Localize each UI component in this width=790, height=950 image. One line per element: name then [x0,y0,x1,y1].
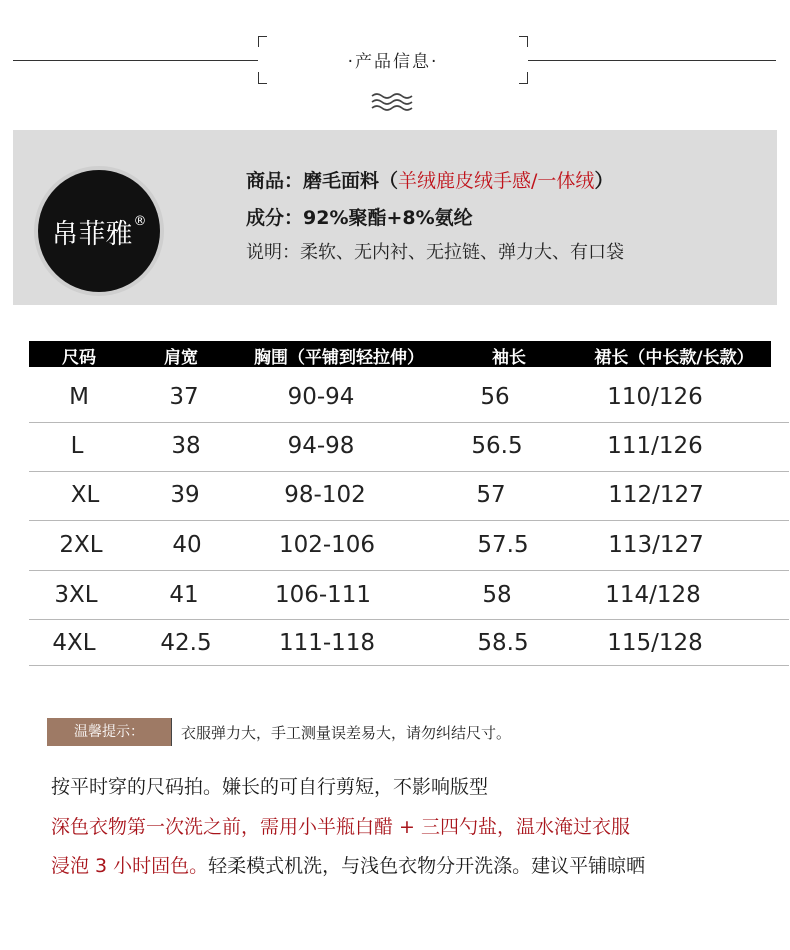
cell-length: 113/127 [608,532,704,558]
brand-logo [38,170,160,292]
row-divider [29,619,789,620]
cell-length: 114/128 [605,582,701,608]
row-divider [29,471,789,472]
cell-length: 110/126 [607,384,703,410]
cell-size: 2XL [59,532,103,558]
tip-divider [171,718,172,746]
cell-size: 3XL [54,582,98,608]
cell-sleeve: 56 [480,384,510,410]
table-row [29,482,789,531]
size-table-header [29,341,771,367]
cell-chest: 102-106 [278,532,376,558]
cell-shoulder: 41 [169,582,199,608]
cell-shoulder: 38 [171,433,201,459]
composition-label: 成分： [246,207,304,229]
tip-text: 衣服弹力大，手工测量误差易大，请勿纠结尺寸。 [181,724,512,742]
cell-sleeve: 57 [476,482,506,508]
header-length: 裙长（中长款/长款） [594,348,754,368]
cell-chest: 106-111 [274,582,372,608]
cell-shoulder: 42.5 [160,630,212,656]
cell-size: XL [70,482,100,508]
brand-logo-text: 帛菲雅 [51,218,133,250]
row-divider [29,422,789,423]
fabric-text: 磨毛面料（ [303,170,399,192]
wave-decoration-icon [370,92,416,112]
fabric-close: ） [594,170,614,192]
description-text: 柔软、无内衬、无拉链、弹力大、有口袋 [300,242,624,263]
fabric-highlight: 羊绒鹿皮绒手感/一体绒 [398,170,595,192]
table-row [29,630,789,679]
cell-size: L [70,433,84,459]
note-wash-instructions [51,851,645,878]
cell-size: M [69,384,89,410]
tip-badge: 温馨提示： [47,718,171,746]
table-row [29,433,789,482]
cell-chest: 94-98 [287,433,355,459]
cell-shoulder: 40 [172,532,202,558]
table-row [29,582,789,631]
cell-shoulder: 39 [170,482,200,508]
header-line-right [526,60,776,61]
section-title: ·产品信息· [258,47,528,72]
cell-sleeve: 56.5 [471,433,523,459]
cell-length: 115/128 [607,630,703,656]
cell-chest: 98-102 [284,482,366,508]
row-divider [29,520,789,521]
cell-chest: 90-94 [287,384,355,410]
header-sleeve: 袖长 [492,348,526,368]
registered-mark: ® [133,213,147,229]
note-fix-color: 浸泡 3 小时固色。 [51,855,209,877]
cell-shoulder: 37 [169,384,199,410]
row-divider [29,665,789,666]
fabric-line [246,166,613,193]
cell-sleeve: 57.5 [477,532,529,558]
cell-chest: 111-118 [278,630,376,656]
header-chest: 胸围（平铺到轻拉伸） [254,348,424,368]
table-row [29,384,789,433]
description-line [246,238,624,264]
header-size: 尺码 [62,348,96,368]
header-line-left [13,60,258,61]
fabric-label: 商品： [246,170,304,192]
cell-sleeve: 58 [482,582,512,608]
table-row [29,532,789,581]
note-size-advice: 按平时穿的尺码拍。嫌长的可自行剪短，不影响版型 [51,776,489,798]
note-wash-method: 轻柔模式机洗，与浅色衣物分开洗涤。建议平铺晾晒 [208,855,646,877]
description-label: 说明： [246,242,300,263]
header-shoulder: 肩宽 [164,348,198,368]
row-divider [29,570,789,571]
composition-line [246,203,473,230]
cell-length: 111/126 [607,433,703,459]
composition-text: 92%聚酯+8%氨纶 [303,207,473,229]
note-wash-warning: 深色衣物第一次洗之前，需用小半瓶白醋 + 三四勺盐，温水淹过衣服 [51,816,631,838]
cell-size: 4XL [52,630,96,656]
cell-length: 112/127 [608,482,704,508]
cell-sleeve: 58.5 [477,630,529,656]
